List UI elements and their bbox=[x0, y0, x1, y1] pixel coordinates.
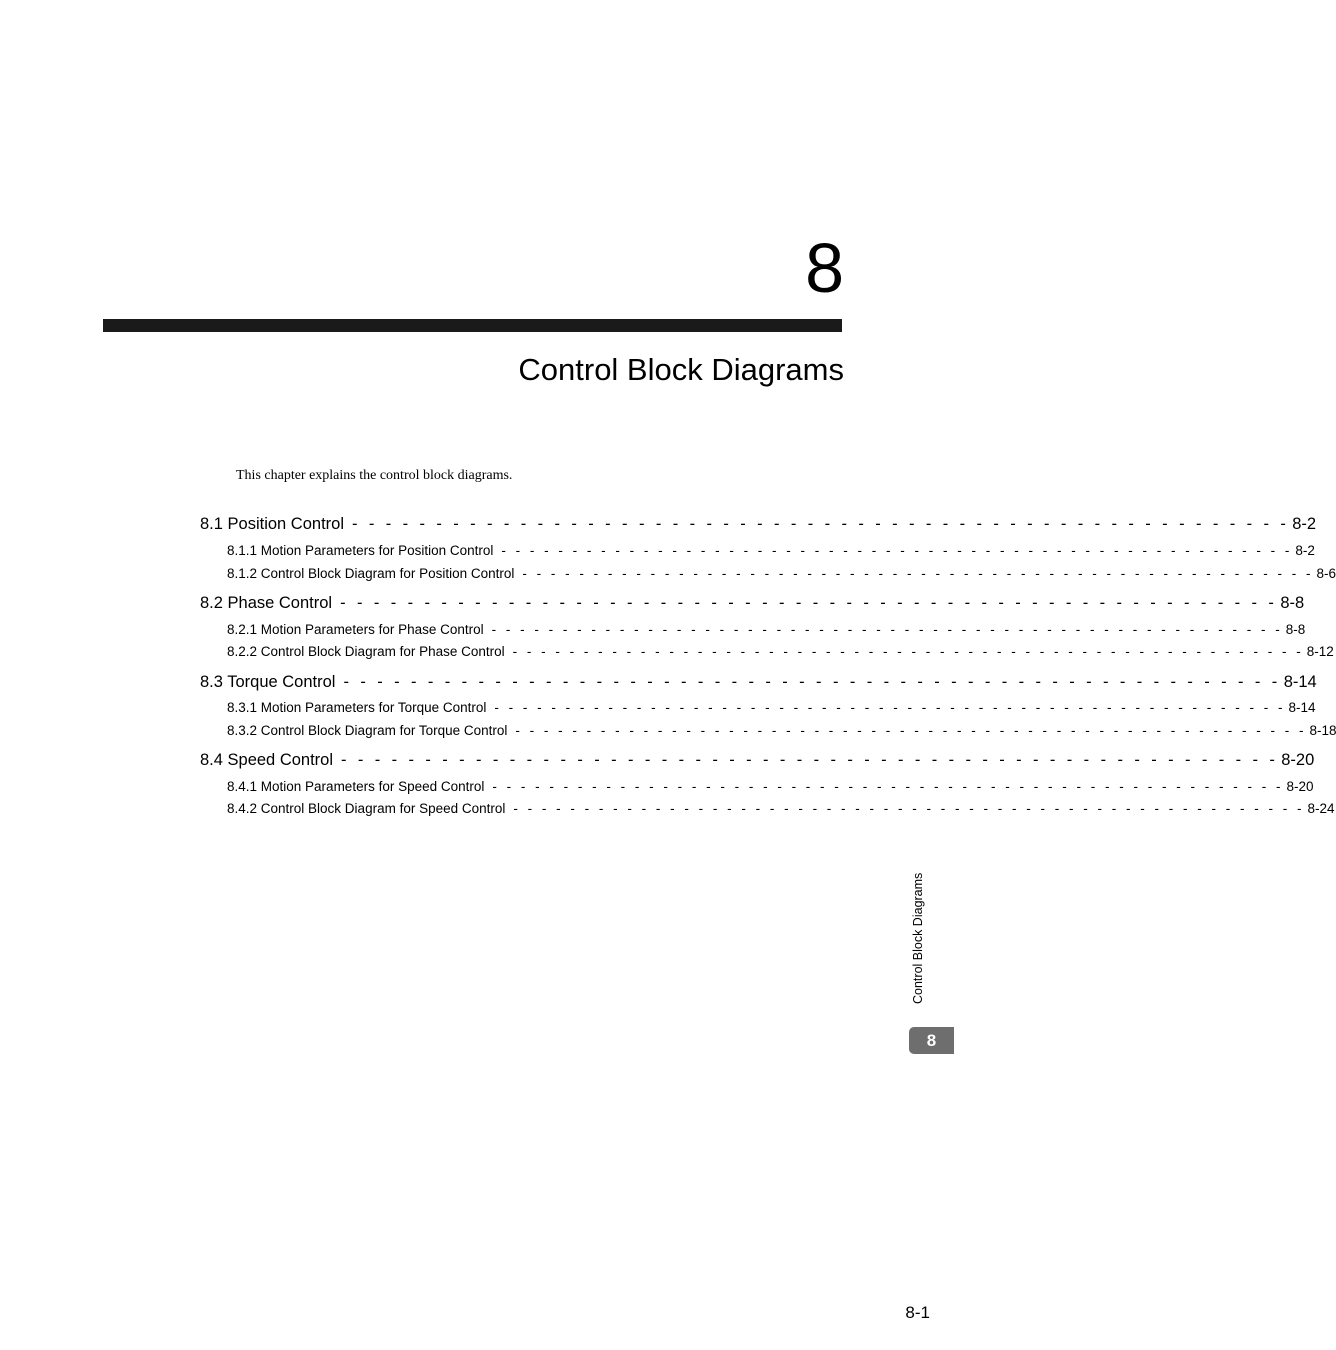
toc-title: 8.2 Phase Control bbox=[200, 594, 333, 612]
toc-title: 8.2.1 Motion Parameters for Phase Control bbox=[227, 622, 484, 637]
toc-title: 8.2.2 Control Block Diagram for Phase Control bbox=[227, 644, 505, 659]
toc-subsection-8-2-2[interactable] bbox=[227, 643, 1334, 661]
toc-page: 8-8 bbox=[1280, 594, 1305, 612]
toc-page: 8-14 bbox=[1288, 700, 1316, 715]
toc-title: 8.3 Torque Control bbox=[200, 673, 336, 691]
toc-leader: - - - - - - - - - - - - - - - - - - - - - - - - - - - - - - - - - - - - - - - - - - - - - - - - - - - - - - - - bbox=[512, 644, 1304, 659]
toc-leader: - - - - - - - - - - - - - - - - - - - - - - - - - - - - - - - - - - - - - - - - - - - - - - - - - - - - - - - - bbox=[341, 751, 1279, 769]
toc-subsection-8-3-2[interactable] bbox=[227, 722, 1336, 740]
toc-title: 8.3.1 Motion Parameters for Torque Control bbox=[227, 700, 487, 715]
toc-page: 8-2 bbox=[1292, 515, 1317, 533]
toc-leader: - - - - - - - - - - - - - - - - - - - - - - - - - - - - - - - - - - - - - - - - - - - - - - - - - - - - - - - - bbox=[494, 700, 1286, 715]
toc-subsection-8-3-1[interactable] bbox=[227, 699, 1316, 717]
toc-leader: - - - - - - - - - - - - - - - - - - - - - - - - - - - - - - - - - - - - - - - - - - - - - - - - - - - - - - - - bbox=[352, 515, 1290, 533]
toc-page: 8-14 bbox=[1283, 673, 1317, 691]
toc-subsection-8-1-1[interactable] bbox=[227, 542, 1315, 560]
toc-title: 8.4.2 Control Block Diagram for Speed Control bbox=[227, 801, 506, 816]
toc-page: 8-20 bbox=[1281, 751, 1315, 769]
toc-subsection-8-2-1[interactable] bbox=[227, 621, 1306, 639]
chapter-divider-bar bbox=[103, 319, 842, 332]
toc-page: 8-18 bbox=[1309, 723, 1336, 738]
toc-leader: - - - - - - - - - - - - - - - - - - - - - - - - - - - - - - - - - - - - - - - - - - - - - - - - - - - - - - - - bbox=[492, 779, 1284, 794]
toc-page: 8-24 bbox=[1307, 801, 1335, 816]
toc-leader: - - - - - - - - - - - - - - - - - - - - - - - - - - - - - - - - - - - - - - - - - - - - - - - - - - - - - - - - bbox=[515, 723, 1307, 738]
toc-title: 8.1.1 Motion Parameters for Position Control bbox=[227, 543, 494, 558]
toc-subsection-8-4-2[interactable] bbox=[227, 800, 1335, 818]
toc-section-8-1[interactable] bbox=[200, 513, 1317, 535]
toc-section-8-2[interactable] bbox=[200, 592, 1305, 614]
toc-section-8-4[interactable] bbox=[200, 749, 1315, 771]
toc-page: 8-8 bbox=[1285, 622, 1306, 637]
toc-title: 8.3.2 Control Block Diagram for Torque Control bbox=[227, 723, 508, 738]
toc-leader: - - - - - - - - - - - - - - - - - - - - - - - - - - - - - - - - - - - - - - - - - - - - - - - - - - - - - - - - bbox=[343, 673, 1281, 691]
toc-page: 8-6 bbox=[1316, 566, 1336, 581]
toc-leader: - - - - - - - - - - - - - - - - - - - - - - - - - - - - - - - - - - - - - - - - - - - - - - - - - - - - - - - - bbox=[513, 801, 1305, 816]
chapter-intro: This chapter explains the control block diagrams. bbox=[236, 468, 513, 483]
toc-page: 8-2 bbox=[1295, 543, 1315, 558]
toc-leader: - - - - - - - - - - - - - - - - - - - - - - - - - - - - - - - - - - - - - - - - - - - - - - - - - - - - - - - - bbox=[340, 594, 1278, 612]
toc-subsection-8-1-2[interactable] bbox=[227, 565, 1336, 583]
chapter-title: Control Block Diagrams bbox=[518, 352, 844, 387]
toc-title: 8.4.1 Motion Parameters for Speed Control bbox=[227, 779, 485, 794]
chapter-tab[interactable]: 8 bbox=[909, 1027, 954, 1054]
toc-leader: - - - - - - - - - - - - - - - - - - - - - - - - - - - - - - - - - - - - - - - - - - - - - - - - - - - - - - - - bbox=[491, 622, 1283, 637]
toc-page: 8-20 bbox=[1286, 779, 1314, 794]
toc-page: 8-12 bbox=[1306, 644, 1334, 659]
toc-title: 8.1 Position Control bbox=[200, 515, 344, 533]
page-number: 8-1 bbox=[905, 1303, 930, 1322]
toc-leader: - - - - - - - - - - - - - - - - - - - - - - - - - - - - - - - - - - - - - - - - - - - - - - - - - - - - - - - - bbox=[501, 543, 1293, 558]
toc-title: 8.1.2 Control Block Diagram for Position Control bbox=[227, 566, 515, 581]
toc-leader: - - - - - - - - - - - - - - - - - - - - - - - - - - - - - - - - - - - - - - - - - - - - - - - - - - - - - - - - bbox=[522, 566, 1314, 581]
toc-subsection-8-4-1[interactable] bbox=[227, 778, 1314, 796]
toc-section-8-3[interactable] bbox=[200, 671, 1317, 693]
side-chapter-label: Control Block Diagrams bbox=[911, 872, 925, 1004]
chapter-number: 8 bbox=[805, 229, 844, 307]
toc-title: 8.4 Speed Control bbox=[200, 751, 334, 769]
